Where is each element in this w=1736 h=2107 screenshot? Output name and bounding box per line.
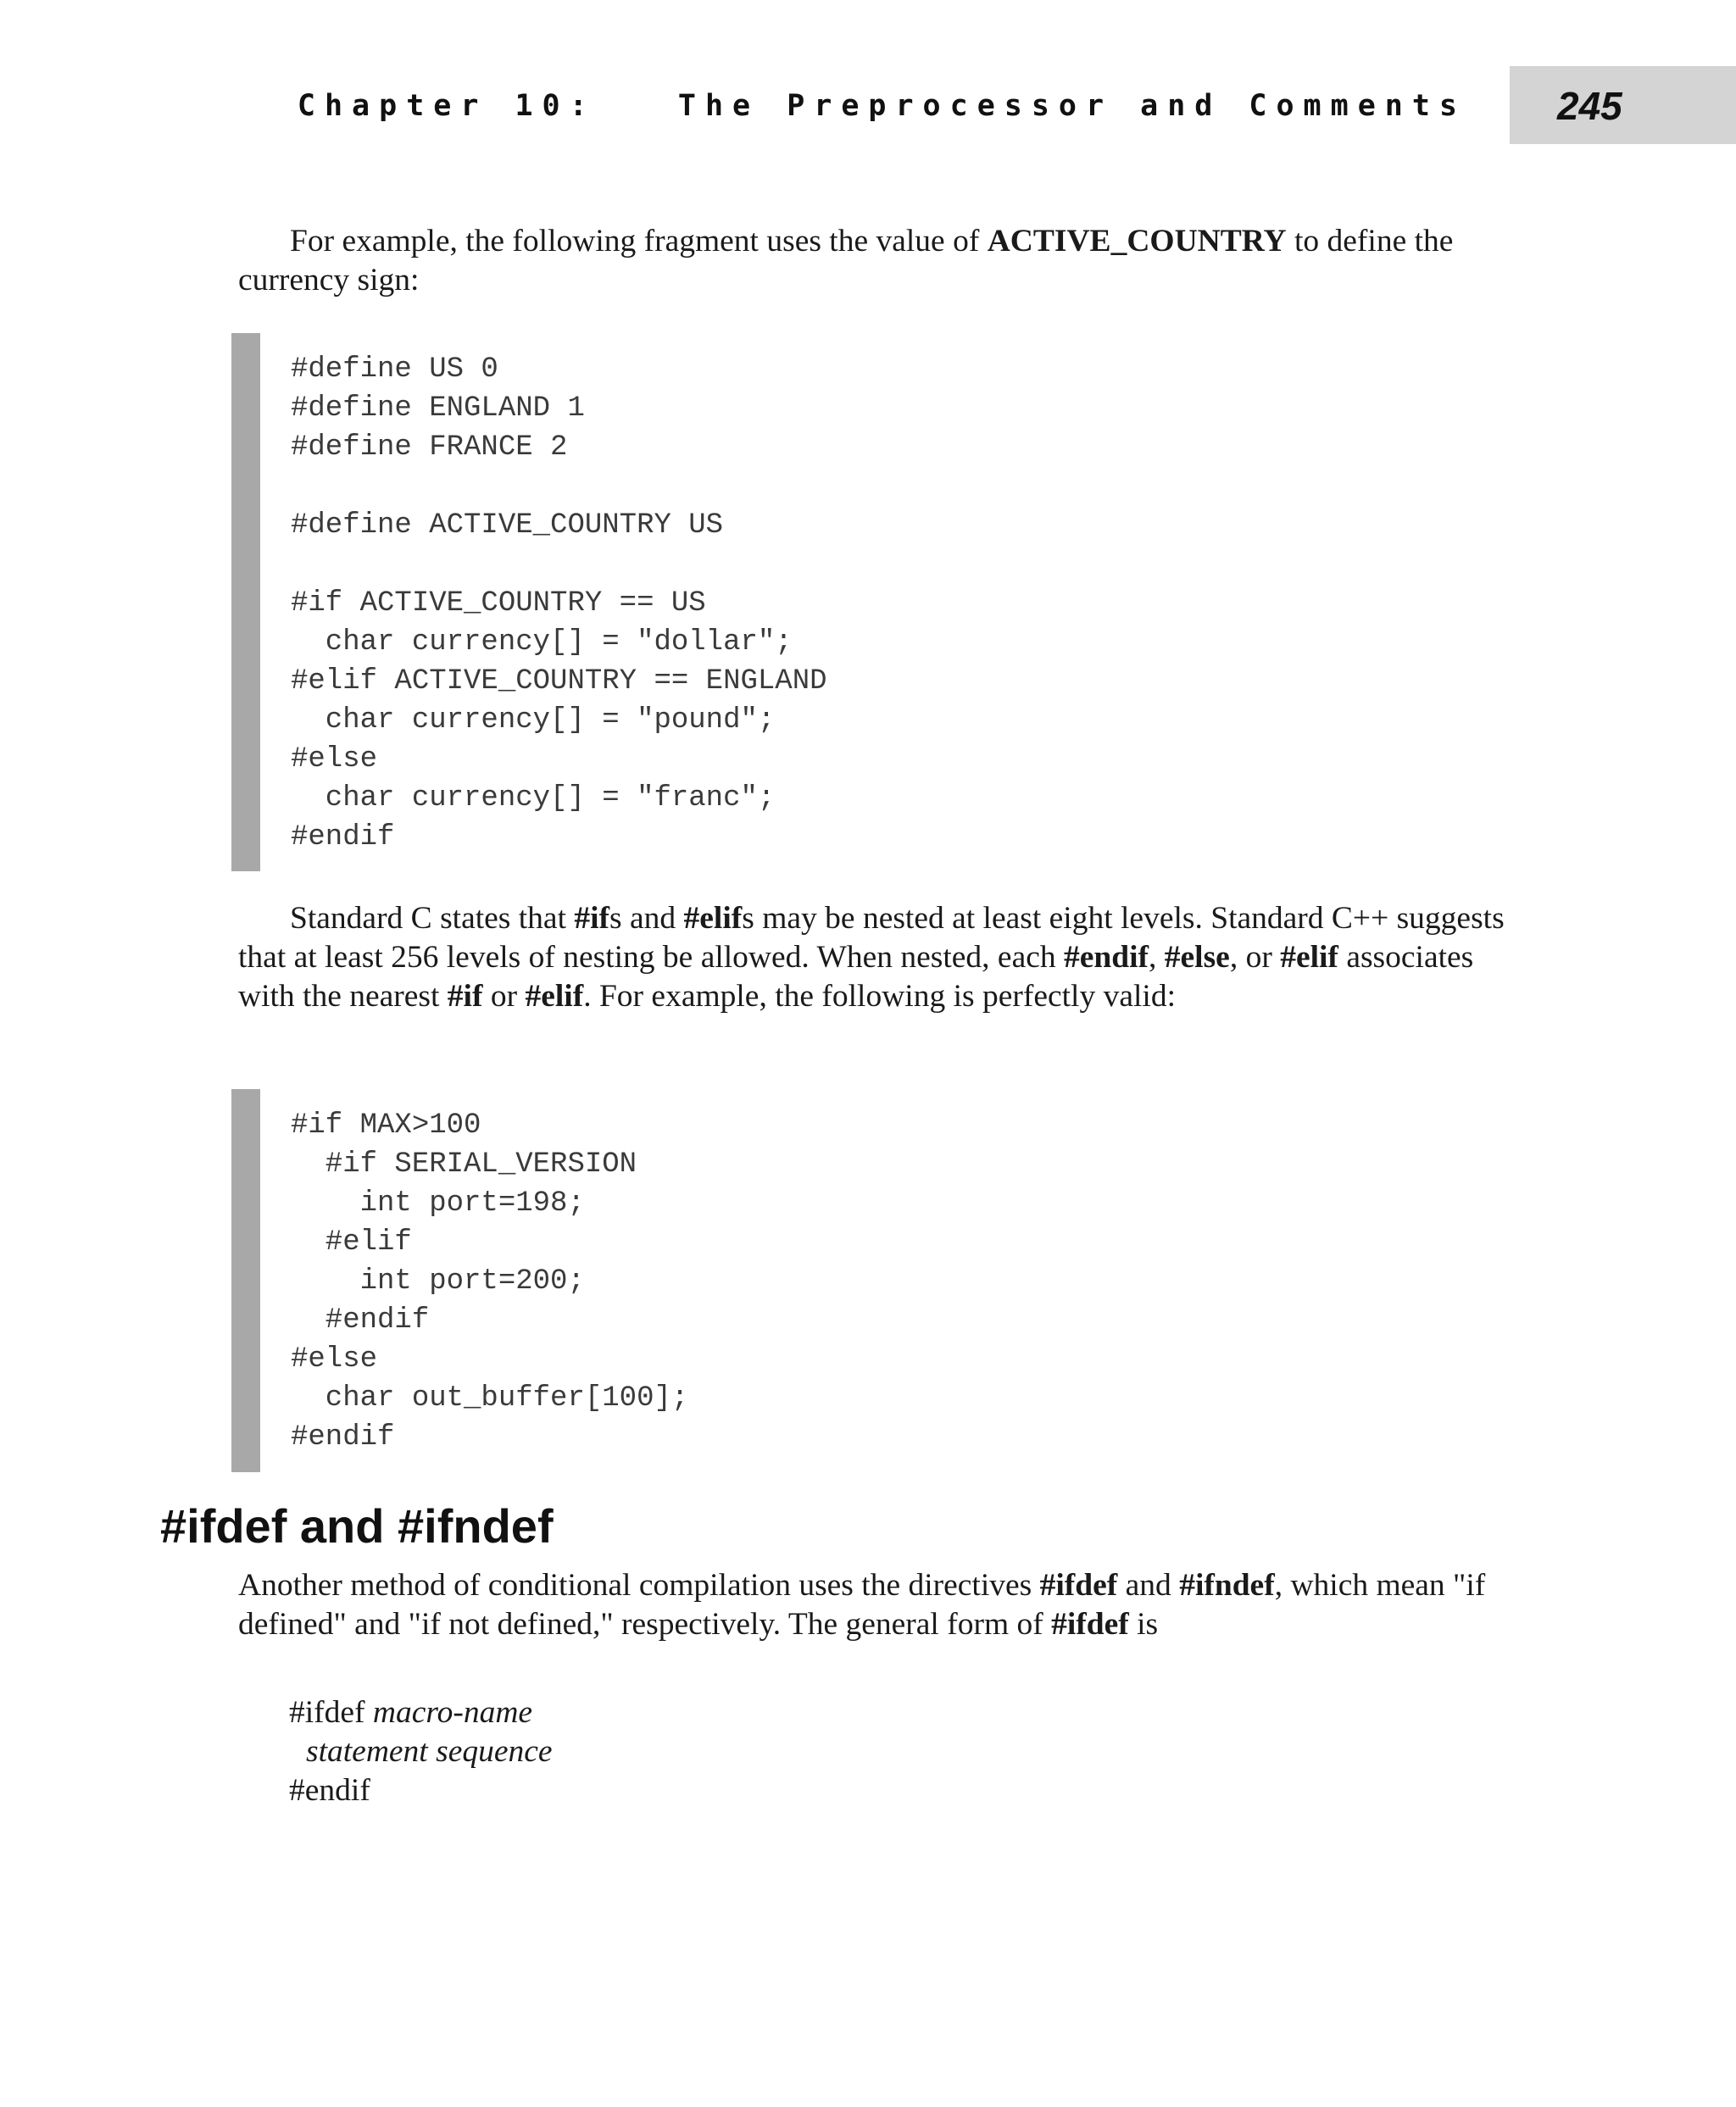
code-line: #define FRANCE 2 <box>291 431 568 464</box>
code-line: int port=198; <box>291 1187 585 1220</box>
code-lines <box>291 1106 688 1457</box>
code-line: int port=200; <box>291 1265 585 1298</box>
code-bar <box>231 333 260 871</box>
code-line: #define ENGLAND 1 <box>291 392 585 425</box>
code-line: #endif <box>291 1421 395 1454</box>
syntax-line: #ifdef macro-name <box>289 1695 533 1730</box>
code-line: #define ACTIVE_COUNTRY US <box>291 509 724 542</box>
syntax-line: #endif <box>289 1773 370 1808</box>
code-line: #elif ACTIVE_COUNTRY == ENGLAND <box>291 665 827 698</box>
code-line: #if ACTIVE_COUNTRY == US <box>291 587 706 620</box>
general-form-syntax <box>289 1693 553 1810</box>
page-number: 245 <box>1557 84 1622 128</box>
code-listing-currency <box>231 333 1503 871</box>
code-lines <box>291 350 827 857</box>
code-line <box>291 467 827 506</box>
code-line: #if MAX>100 <box>291 1109 481 1142</box>
code-line <box>291 545 827 584</box>
code-line: char out_buffer[100]; <box>291 1382 689 1415</box>
running-head: Chapter 10: The Preprocessor and Comments <box>297 89 1466 123</box>
paragraph-intro: For example, the following fragment uses the value of ACTIVE_COUNTRY to define the currency sign: <box>238 224 1454 297</box>
code-line: #elif <box>291 1226 412 1259</box>
code-line: #endif <box>291 1304 430 1337</box>
code-line: #endif <box>291 821 395 853</box>
page-number-tab <box>1510 66 1736 144</box>
code-bar <box>231 1089 260 1472</box>
code-line: #else <box>291 1343 378 1376</box>
code-listing-nested <box>231 1089 1503 1472</box>
syntax-line: statement sequence <box>306 1734 553 1769</box>
code-line: #if SERIAL_VERSION <box>291 1148 637 1181</box>
section-heading: #ifdef and #ifndef <box>160 1499 554 1553</box>
paragraph-ifdef: Another method of conditional compilation uses the directives #ifdef and #ifndef, which mean "if defined" and "if not defined," respectively. The general form of #ifdef is <box>238 1568 1486 1642</box>
paragraph-nesting: Standard C states that #ifs and #elifs may be nested at least eight levels. Standard C++ suggests that at least 256 levels of nesting be allowed. When nested, each #endif, #else, or #elif associates with the nearest #if or #elif. For example, the following is perfectly valid: <box>238 901 1505 1014</box>
code-line: char currency[] = "pound"; <box>291 704 776 737</box>
code-line: #define US 0 <box>291 353 498 386</box>
code-line: #else <box>291 743 378 776</box>
code-line: char currency[] = "dollar"; <box>291 626 793 659</box>
code-line: char currency[] = "franc"; <box>291 782 776 814</box>
